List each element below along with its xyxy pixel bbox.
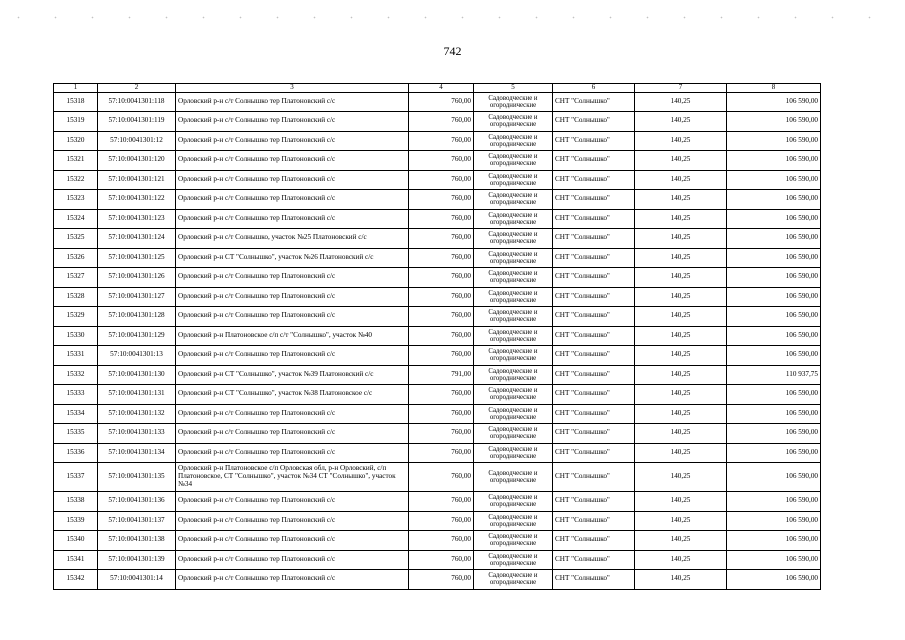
area-cell: 760,00 (409, 190, 474, 210)
row-number-cell: 15325 (54, 229, 98, 249)
total-value-cell: 106 590,00 (727, 492, 821, 512)
land-use-cell: Садоводческие и огороднические (474, 531, 553, 551)
unit-price-cell: 140,25 (635, 550, 727, 570)
total-value-cell: 106 590,00 (727, 511, 821, 531)
unit-price-cell: 140,25 (635, 190, 727, 210)
organization-cell: СНТ "Солнышко" (553, 190, 635, 210)
organization-cell: СНТ "Солнышко" (553, 424, 635, 444)
total-value-cell: 106 590,00 (727, 404, 821, 424)
table-row (54, 268, 821, 288)
address-cell: Орловский р-н с/т Солнышко тер Платоновский с/с (176, 92, 409, 112)
cadastral-number-cell: 57:10:0041301:13 (98, 346, 176, 366)
total-value-cell: 106 590,00 (727, 424, 821, 444)
total-value-cell: 106 590,00 (727, 209, 821, 229)
total-value-cell: 106 590,00 (727, 92, 821, 112)
row-number-cell: 15333 (54, 385, 98, 405)
organization-cell: СНТ "Солнышко" (553, 229, 635, 249)
row-number-cell: 15328 (54, 287, 98, 307)
table-row (54, 287, 821, 307)
address-cell: Орловский р-н с/т Солнышко тер Платоновский с/с (176, 570, 409, 590)
unit-price-cell: 140,25 (635, 404, 727, 424)
area-cell: 760,00 (409, 170, 474, 190)
cadastral-number-cell: 57:10:0041301:124 (98, 229, 176, 249)
unit-price-cell: 140,25 (635, 287, 727, 307)
row-number-cell: 15326 (54, 248, 98, 268)
table-row (54, 229, 821, 249)
area-cell: 760,00 (409, 463, 474, 492)
land-use-cell: Садоводческие и огороднические (474, 365, 553, 385)
table-row (54, 190, 821, 210)
total-value-cell: 106 590,00 (727, 190, 821, 210)
area-cell: 760,00 (409, 424, 474, 444)
row-number-cell: 15323 (54, 190, 98, 210)
organization-cell: СНТ "Солнышко" (553, 346, 635, 366)
address-cell: Орловский р-н с/т Солнышко тер Платоновский с/с (176, 307, 409, 327)
address-cell: Орловский р-н с/т Солнышко тер Платоновский с/с (176, 170, 409, 190)
cadastral-number-cell: 57:10:0041301:119 (98, 112, 176, 132)
organization-cell: СНТ "Солнышко" (553, 112, 635, 132)
column-header: 7 (635, 84, 727, 93)
row-number-cell: 15342 (54, 570, 98, 590)
address-cell: Орловский р-н с/т Солнышко тер Платоновский с/с (176, 209, 409, 229)
table-row (54, 404, 821, 424)
cadastral-number-cell: 57:10:0041301:123 (98, 209, 176, 229)
total-value-cell: 106 590,00 (727, 131, 821, 151)
unit-price-cell: 140,25 (635, 463, 727, 492)
row-number-cell: 15334 (54, 404, 98, 424)
land-use-cell: Садоводческие и огороднические (474, 424, 553, 444)
land-use-cell: Садоводческие и огороднические (474, 229, 553, 249)
land-use-cell: Садоводческие и огороднические (474, 463, 553, 492)
organization-cell: СНТ "Солнышко" (553, 307, 635, 327)
total-value-cell: 110 937,75 (727, 365, 821, 385)
total-value-cell: 106 590,00 (727, 531, 821, 551)
unit-price-cell: 140,25 (635, 570, 727, 590)
table-row (54, 346, 821, 366)
address-cell: Орловский р-н с/т Солнышко тер Платоновский с/с (176, 550, 409, 570)
address-cell: Орловский р-н СТ "Солнышко", участок №39 Платоновский с/с (176, 365, 409, 385)
table-row (54, 385, 821, 405)
area-cell: 760,00 (409, 346, 474, 366)
row-number-cell: 15340 (54, 531, 98, 551)
unit-price-cell: 140,25 (635, 248, 727, 268)
cadastral-number-cell: 57:10:0041301:138 (98, 531, 176, 551)
total-value-cell: 106 590,00 (727, 326, 821, 346)
address-cell: Орловский р-н с/т Солнышко тер Платоновский с/с (176, 424, 409, 444)
land-use-cell: Садоводческие и огороднические (474, 170, 553, 190)
unit-price-cell: 140,25 (635, 424, 727, 444)
organization-cell: СНТ "Солнышко" (553, 385, 635, 405)
area-cell: 791,00 (409, 365, 474, 385)
land-registry-table (53, 83, 821, 590)
cadastral-number-cell: 57:10:0041301:137 (98, 511, 176, 531)
address-cell: Орловский р-н с/т Солнышко тер Платоновский с/с (176, 151, 409, 171)
land-use-cell: Садоводческие и огороднические (474, 268, 553, 288)
table-row (54, 151, 821, 171)
total-value-cell: 106 590,00 (727, 307, 821, 327)
table-row (54, 443, 821, 463)
address-cell: Орловский р-н с/т Солнышко тер Платоновский с/с (176, 492, 409, 512)
area-cell: 760,00 (409, 307, 474, 327)
column-header: 4 (409, 84, 474, 93)
table-row (54, 209, 821, 229)
area-cell: 760,00 (409, 92, 474, 112)
cadastral-number-cell: 57:10:0041301:121 (98, 170, 176, 190)
address-cell: Орловский р-н с/т Солнышко тер Платоновский с/с (176, 346, 409, 366)
area-cell: 760,00 (409, 112, 474, 132)
unit-price-cell: 140,25 (635, 531, 727, 551)
address-cell: Орловский р-н с/т Солнышко, участок №25 Платоновский с/с (176, 229, 409, 249)
organization-cell: СНТ "Солнышко" (553, 570, 635, 590)
unit-price-cell: 140,25 (635, 365, 727, 385)
row-number-cell: 15329 (54, 307, 98, 327)
address-cell: Орловский р-н СТ "Солнышко", участок №38 Платоновское с/с (176, 385, 409, 405)
cadastral-number-cell: 57:10:0041301:131 (98, 385, 176, 405)
total-value-cell: 106 590,00 (727, 385, 821, 405)
organization-cell: СНТ "Солнышко" (553, 550, 635, 570)
address-cell: Орловский р-н Платоновское с/п с/т "Солнышко", участок №40 (176, 326, 409, 346)
cadastral-number-cell: 57:10:0041301:126 (98, 268, 176, 288)
row-number-cell: 15331 (54, 346, 98, 366)
cadastral-number-cell: 57:10:0041301:14 (98, 570, 176, 590)
area-cell: 760,00 (409, 268, 474, 288)
organization-cell: СНТ "Солнышко" (553, 248, 635, 268)
land-use-cell: Садоводческие и огороднические (474, 112, 553, 132)
scan-noise (0, 16, 905, 19)
area-cell: 760,00 (409, 287, 474, 307)
unit-price-cell: 140,25 (635, 511, 727, 531)
column-header: 3 (176, 84, 409, 93)
area-cell: 760,00 (409, 531, 474, 551)
unit-price-cell: 140,25 (635, 131, 727, 151)
area-cell: 760,00 (409, 248, 474, 268)
organization-cell: СНТ "Солнышко" (553, 365, 635, 385)
table-row (54, 531, 821, 551)
organization-cell: СНТ "Солнышко" (553, 511, 635, 531)
row-number-cell: 15324 (54, 209, 98, 229)
organization-cell: СНТ "Солнышко" (553, 209, 635, 229)
organization-cell: СНТ "Солнышко" (553, 531, 635, 551)
total-value-cell: 106 590,00 (727, 248, 821, 268)
organization-cell: СНТ "Солнышко" (553, 326, 635, 346)
land-use-cell: Садоводческие и огороднические (474, 443, 553, 463)
organization-cell: СНТ "Солнышко" (553, 463, 635, 492)
address-cell: Орловский р-н с/т Солнышко тер Платоновский с/с (176, 190, 409, 210)
table-row (54, 492, 821, 512)
total-value-cell: 106 590,00 (727, 443, 821, 463)
address-cell: Орловский р-н СТ "Солнышко", участок №26 Платоновский с/с (176, 248, 409, 268)
cadastral-number-cell: 57:10:0041301:12 (98, 131, 176, 151)
area-cell: 760,00 (409, 443, 474, 463)
land-use-cell: Садоводческие и огороднические (474, 511, 553, 531)
cadastral-number-cell: 57:10:0041301:127 (98, 287, 176, 307)
organization-cell: СНТ "Солнышко" (553, 404, 635, 424)
column-header: 6 (553, 84, 635, 93)
total-value-cell: 106 590,00 (727, 463, 821, 492)
land-use-cell: Садоводческие и огороднические (474, 287, 553, 307)
unit-price-cell: 140,25 (635, 268, 727, 288)
organization-cell: СНТ "Солнышко" (553, 443, 635, 463)
organization-cell: СНТ "Солнышко" (553, 92, 635, 112)
cadastral-number-cell: 57:10:0041301:132 (98, 404, 176, 424)
land-use-cell: Садоводческие и огороднические (474, 570, 553, 590)
row-number-cell: 15338 (54, 492, 98, 512)
row-number-cell: 15332 (54, 365, 98, 385)
area-cell: 760,00 (409, 131, 474, 151)
land-use-cell: Садоводческие и огороднические (474, 492, 553, 512)
row-number-cell: 15337 (54, 463, 98, 492)
unit-price-cell: 140,25 (635, 209, 727, 229)
cadastral-number-cell: 57:10:0041301:125 (98, 248, 176, 268)
table-row (54, 424, 821, 444)
table-row (54, 511, 821, 531)
row-number-cell: 15318 (54, 92, 98, 112)
land-use-cell: Садоводческие и огороднические (474, 404, 553, 424)
unit-price-cell: 140,25 (635, 326, 727, 346)
total-value-cell: 106 590,00 (727, 287, 821, 307)
table-row (54, 307, 821, 327)
table-row (54, 365, 821, 385)
table-row (54, 248, 821, 268)
unit-price-cell: 140,25 (635, 443, 727, 463)
address-cell: Орловский р-н Платоновское с/п Орловская обл, р-н Орловский, с/п Платоновское, СТ "Солнышко", участок №34 СТ "Солнышко", участок №34 (176, 463, 409, 492)
address-cell: Орловский р-н с/т Солнышко тер Платоновский с/с (176, 531, 409, 551)
land-use-cell: Садоводческие и огороднические (474, 248, 553, 268)
table-row (54, 570, 821, 590)
land-use-cell: Садоводческие и огороднические (474, 151, 553, 171)
row-number-cell: 15320 (54, 131, 98, 151)
area-cell: 760,00 (409, 326, 474, 346)
area-cell: 760,00 (409, 492, 474, 512)
total-value-cell: 106 590,00 (727, 570, 821, 590)
organization-cell: СНТ "Солнышко" (553, 170, 635, 190)
column-header: 1 (54, 84, 98, 93)
table-row (54, 550, 821, 570)
total-value-cell: 106 590,00 (727, 550, 821, 570)
address-cell: Орловский р-н с/т Солнышко тер Платоновский с/с (176, 443, 409, 463)
total-value-cell: 106 590,00 (727, 229, 821, 249)
area-cell: 760,00 (409, 209, 474, 229)
cadastral-number-cell: 57:10:0041301:136 (98, 492, 176, 512)
unit-price-cell: 140,25 (635, 170, 727, 190)
address-cell: Орловский р-н с/т Солнышко тер Платоновский с/с (176, 131, 409, 151)
address-cell: Орловский р-н с/т Солнышко тер Платоновский с/с (176, 511, 409, 531)
row-number-cell: 15339 (54, 511, 98, 531)
area-cell: 760,00 (409, 550, 474, 570)
column-header: 8 (727, 84, 821, 93)
unit-price-cell: 140,25 (635, 92, 727, 112)
land-use-cell: Садоводческие и огороднические (474, 307, 553, 327)
cadastral-number-cell: 57:10:0041301:128 (98, 307, 176, 327)
row-number-cell: 15330 (54, 326, 98, 346)
total-value-cell: 106 590,00 (727, 268, 821, 288)
unit-price-cell: 140,25 (635, 492, 727, 512)
row-number-cell: 15336 (54, 443, 98, 463)
cadastral-number-cell: 57:10:0041301:133 (98, 424, 176, 444)
land-use-cell: Садоводческие и огороднические (474, 346, 553, 366)
column-number-header (54, 84, 821, 93)
unit-price-cell: 140,25 (635, 112, 727, 132)
organization-cell: СНТ "Солнышко" (553, 151, 635, 171)
page-number: 742 (443, 44, 462, 58)
unit-price-cell: 140,25 (635, 229, 727, 249)
cadastral-number-cell: 57:10:0041301:129 (98, 326, 176, 346)
land-use-cell: Садоводческие и огороднические (474, 385, 553, 405)
row-number-cell: 15327 (54, 268, 98, 288)
land-use-cell: Садоводческие и огороднические (474, 131, 553, 151)
table-body (54, 92, 821, 589)
address-cell: Орловский р-н с/т Солнышко тер Платоновский с/с (176, 268, 409, 288)
area-cell: 760,00 (409, 404, 474, 424)
row-number-cell: 15322 (54, 170, 98, 190)
land-use-cell: Садоводческие и огороднические (474, 326, 553, 346)
area-cell: 760,00 (409, 511, 474, 531)
land-use-cell: Садоводческие и огороднические (474, 190, 553, 210)
area-cell: 760,00 (409, 151, 474, 171)
row-number-cell: 15321 (54, 151, 98, 171)
table-row (54, 326, 821, 346)
land-use-cell: Садоводческие и огороднические (474, 550, 553, 570)
total-value-cell: 106 590,00 (727, 151, 821, 171)
area-cell: 760,00 (409, 570, 474, 590)
address-cell: Орловский р-н с/т Солнышко тер Платоновский с/с (176, 287, 409, 307)
cadastral-number-cell: 57:10:0041301:122 (98, 190, 176, 210)
table-row (54, 112, 821, 132)
organization-cell: СНТ "Солнышко" (553, 268, 635, 288)
organization-cell: СНТ "Солнышко" (553, 131, 635, 151)
cadastral-number-cell: 57:10:0041301:130 (98, 365, 176, 385)
land-use-cell: Садоводческие и огороднические (474, 92, 553, 112)
column-header: 2 (98, 84, 176, 93)
organization-cell: СНТ "Солнышко" (553, 492, 635, 512)
cadastral-number-cell: 57:10:0041301:135 (98, 463, 176, 492)
address-cell: Орловский р-н с/т Солнышко тер Платоновский с/с (176, 404, 409, 424)
address-cell: Орловский р-н с/т Солнышко тер Платоновский с/с (176, 112, 409, 132)
unit-price-cell: 140,25 (635, 346, 727, 366)
area-cell: 760,00 (409, 229, 474, 249)
land-use-cell: Садоводческие и огороднические (474, 209, 553, 229)
unit-price-cell: 140,25 (635, 385, 727, 405)
table-row (54, 463, 821, 492)
organization-cell: СНТ "Солнышко" (553, 287, 635, 307)
table-row (54, 170, 821, 190)
cadastral-number-cell: 57:10:0041301:139 (98, 550, 176, 570)
table-row (54, 131, 821, 151)
total-value-cell: 106 590,00 (727, 170, 821, 190)
row-number-cell: 15341 (54, 550, 98, 570)
row-number-cell: 15319 (54, 112, 98, 132)
cadastral-number-cell: 57:10:0041301:118 (98, 92, 176, 112)
cadastral-number-cell: 57:10:0041301:134 (98, 443, 176, 463)
cadastral-number-cell: 57:10:0041301:120 (98, 151, 176, 171)
table-row (54, 92, 821, 112)
total-value-cell: 106 590,00 (727, 346, 821, 366)
unit-price-cell: 140,25 (635, 307, 727, 327)
column-header: 5 (474, 84, 553, 93)
row-number-cell: 15335 (54, 424, 98, 444)
unit-price-cell: 140,25 (635, 151, 727, 171)
total-value-cell: 106 590,00 (727, 112, 821, 132)
area-cell: 760,00 (409, 385, 474, 405)
